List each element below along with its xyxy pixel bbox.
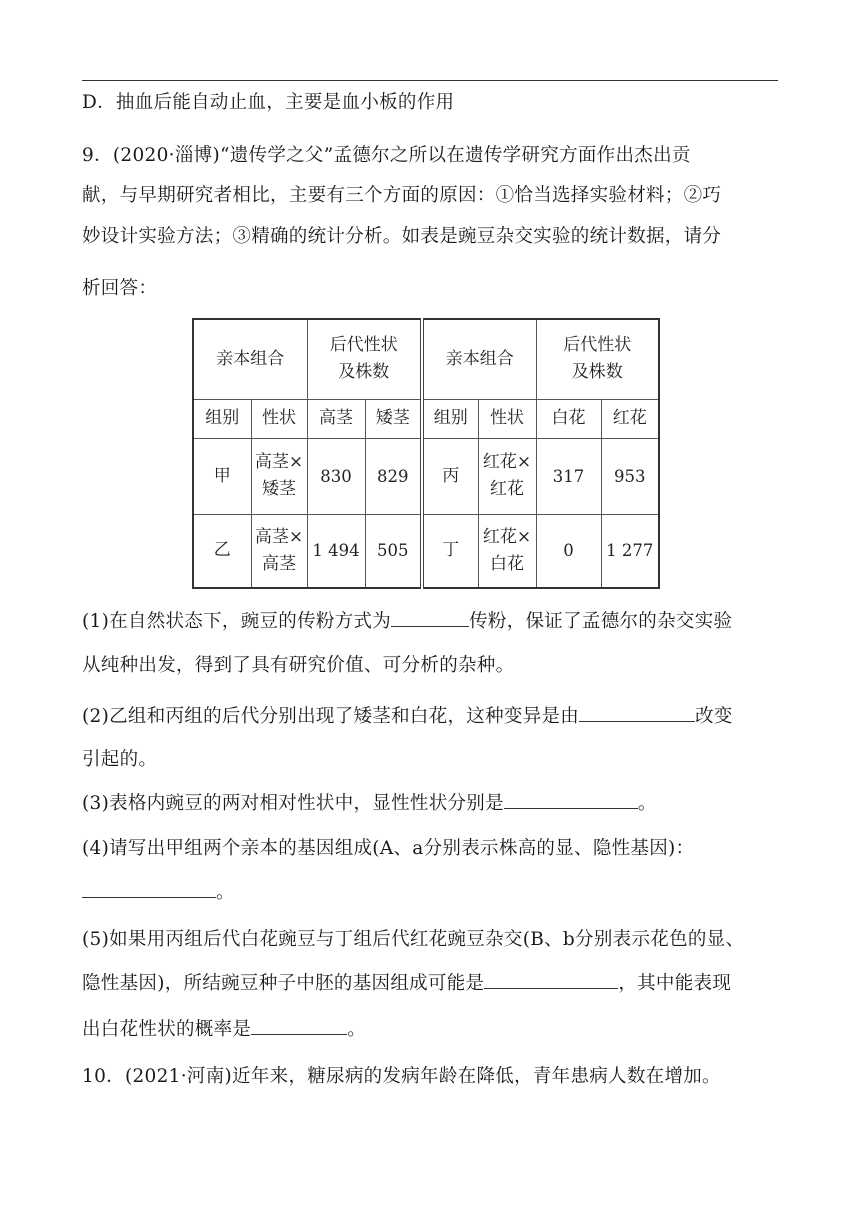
trait-cell: 红花× 红花	[478, 438, 536, 514]
group-cell: 丁	[422, 514, 478, 588]
trait-cell: 高茎× 矮茎	[251, 438, 307, 514]
tall-count-cell: 830	[307, 438, 365, 514]
table-row	[193, 514, 659, 588]
subheader-group-left: 组别	[193, 399, 251, 438]
answer-blank-4[interactable]	[82, 879, 216, 898]
question-10-line-1: 10．(2021·河南)近年来，糖尿病的发病年龄在降低，青年患病人数在增加。	[82, 1066, 721, 1087]
sub-question-5-line-2	[82, 970, 731, 997]
answer-blank-1[interactable]	[391, 608, 469, 627]
pea-cross-table	[192, 318, 660, 589]
subheader-white: 白花	[536, 399, 601, 438]
sub-question-5-line-3	[82, 1016, 366, 1043]
group-cell: 甲	[193, 438, 251, 514]
table-row	[193, 438, 659, 514]
sub-question-5-text-d: 出白花性状的概率是	[82, 1019, 252, 1040]
header-offspring-left: 后代性状 及株数	[307, 319, 422, 399]
option-d: D．抽血后能自动止血，主要是血小板的作用	[82, 92, 455, 113]
sub-question-3-text-b: 。	[637, 793, 657, 814]
group-cell: 乙	[193, 514, 251, 588]
sub-question-1-line-1	[82, 608, 732, 635]
header-offspring-right: 后代性状 及株数	[536, 319, 659, 399]
answer-blank-5a[interactable]	[484, 970, 618, 989]
short-count-cell: 505	[365, 514, 422, 588]
tall-count-cell: 1 494	[307, 514, 365, 588]
subheader-red: 红花	[601, 399, 659, 438]
sub-question-2-text-b: 改变	[695, 706, 733, 727]
header-parent-combo-right: 亲本组合	[422, 319, 536, 399]
question-9-line-3: 妙设计实验方法；③精确的统计分析。如表是豌豆杂交实验的统计数据，请分	[82, 226, 722, 247]
sub-question-4-text-b: 。	[216, 882, 235, 903]
sub-question-5-text-b: 隐性基因)，所结豌豆种子中胚的基因组成可能是	[82, 973, 485, 994]
sub-question-2-text-a: (2)乙组和丙组的后代分别出现了矮茎和白花，这种变异是由	[82, 706, 580, 727]
sub-question-2-line-1	[82, 703, 733, 730]
sub-question-5-text-c: ，其中能表现	[618, 973, 732, 994]
header-parent-combo-left: 亲本组合	[193, 319, 307, 399]
red-count-cell: 953	[601, 438, 659, 514]
white-count-cell: 0	[536, 514, 601, 588]
question-9-line-1: 9．(2020·淄博)“遗传学之父”孟德尔之所以在遗传学研究方面作出杰出贡	[82, 145, 691, 166]
sub-question-2-line-2: 引起的。	[82, 749, 158, 770]
subheader-trait-right: 性状	[478, 399, 536, 438]
white-count-cell: 317	[536, 438, 601, 514]
question-9-line-2: 献，与早期研究者相比，主要有三个方面的原因：①恰当选择实验材料；②巧	[82, 185, 722, 206]
subheader-group-right: 组别	[422, 399, 478, 438]
sub-question-1-text-a: (1)在自然状态下，豌豆的传粉方式为	[82, 611, 392, 632]
sub-question-3	[82, 790, 657, 817]
sub-question-4-line-2	[82, 879, 235, 906]
sub-question-5-text-e: 。	[347, 1019, 367, 1040]
sub-question-3-text-a: (3)表格内豌豆的两对相对性状中，显性性状分别是	[82, 793, 504, 814]
answer-blank-3[interactable]	[504, 790, 638, 809]
subheader-tall: 高茎	[307, 399, 365, 438]
sub-question-4-line-1: (4)请写出甲组两个亲本的基因组成(A、a分别表示株高的显、隐性基因)：	[82, 838, 695, 859]
trait-cell: 高茎× 高茎	[251, 514, 307, 588]
sub-question-1-line-2: 从纯种出发，得到了具有研究价值、可分析的杂种。	[82, 655, 515, 676]
answer-blank-2[interactable]	[579, 703, 695, 722]
subheader-short: 矮茎	[365, 399, 422, 438]
trait-cell: 红花× 白花	[478, 514, 536, 588]
subheader-trait-left: 性状	[251, 399, 307, 438]
question-9-line-4: 析回答：	[82, 278, 158, 299]
sub-question-5-line-1: (5)如果用丙组后代白花豌豆与丁组后代红花豌豆杂交(B、b分别表示花色的显、	[82, 929, 745, 950]
answer-blank-5b[interactable]	[251, 1016, 347, 1035]
sub-question-1-text-b: 传粉，保证了孟德尔的杂交实验	[469, 611, 733, 632]
red-count-cell: 1 277	[601, 514, 659, 588]
group-cell: 丙	[422, 438, 478, 514]
short-count-cell: 829	[365, 438, 422, 514]
top-rule	[82, 80, 778, 81]
